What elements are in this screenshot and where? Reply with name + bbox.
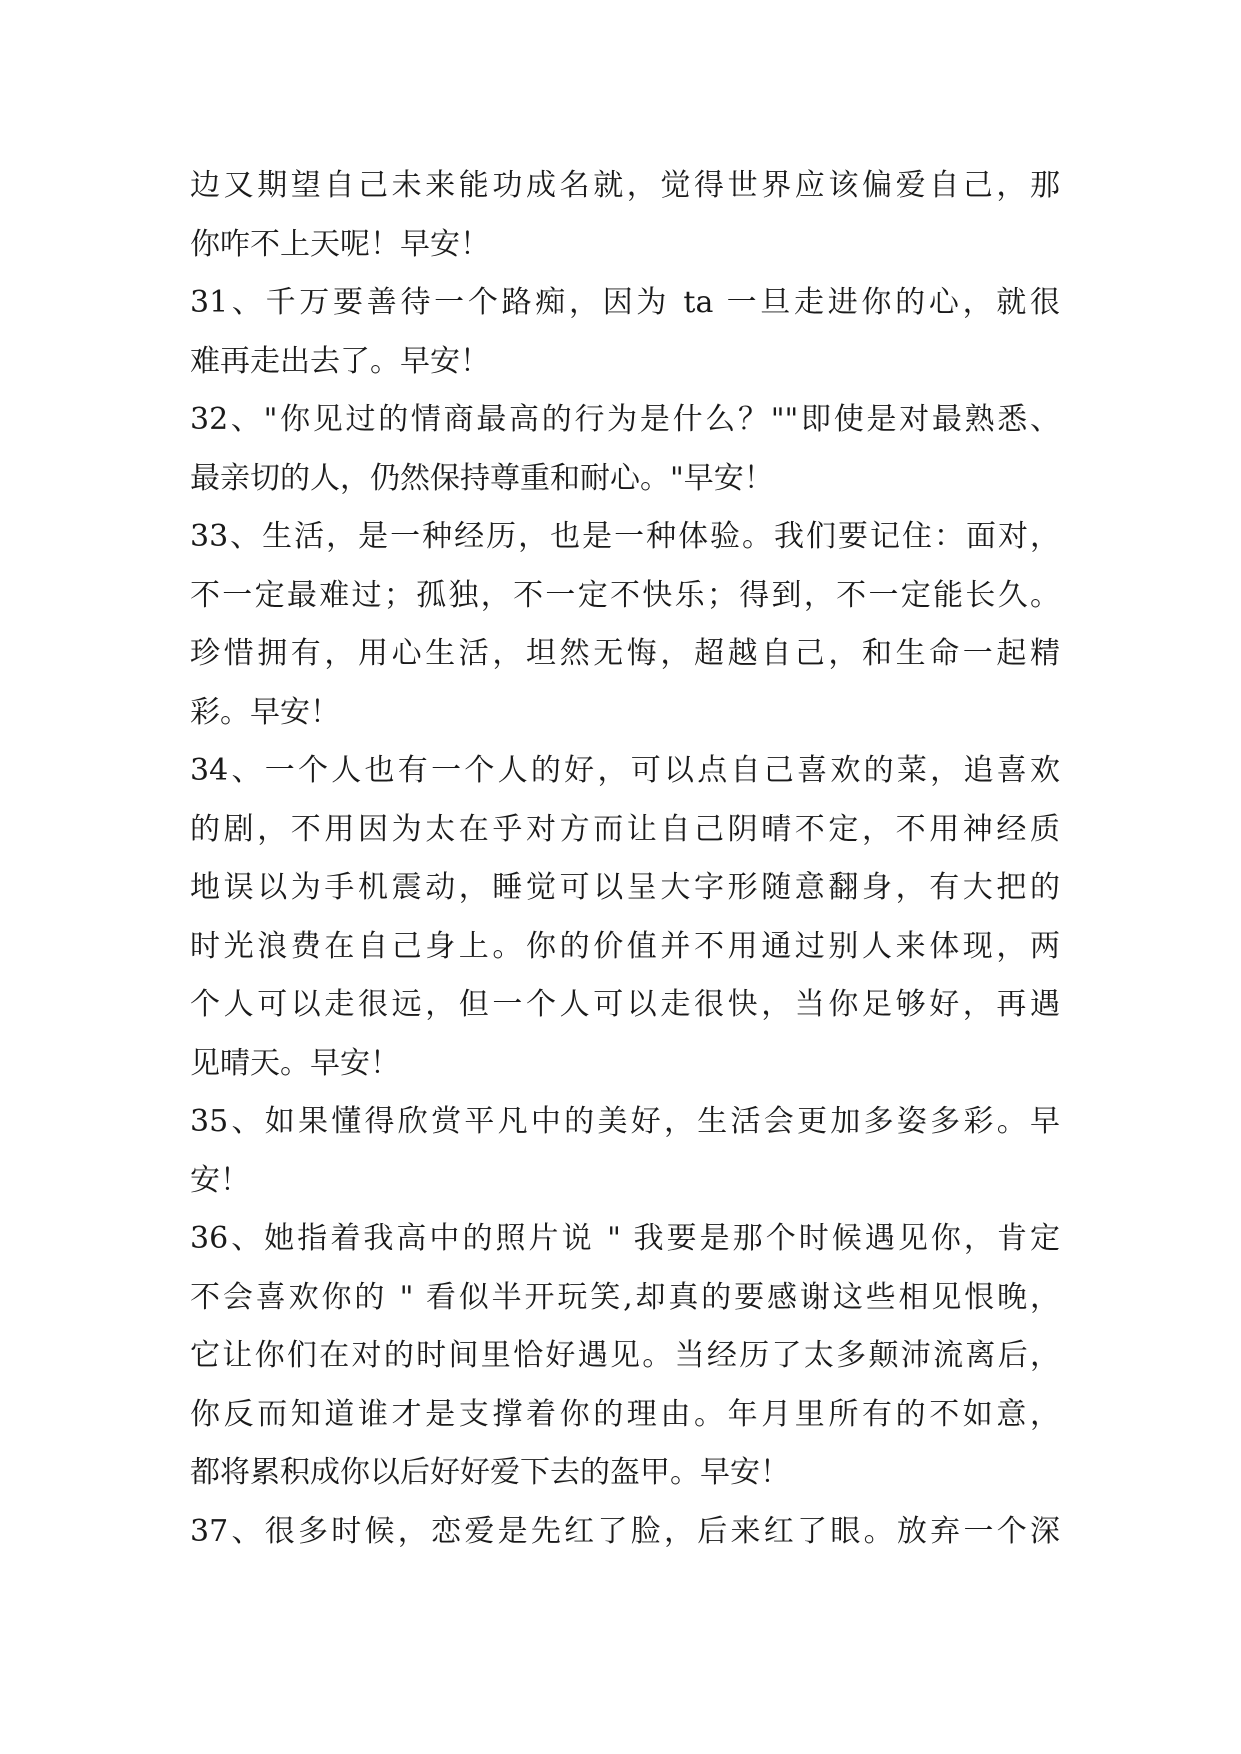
text-line: 36、她指着我高中的照片说 " 我要是那个时候遇见你，肯定 <box>190 1221 1060 1256</box>
text-line: 你反而知道谁才是支撑着你的理由。年月里所有的不如意， <box>190 1396 1060 1432</box>
document-body <box>190 157 1060 1561</box>
text-line: 珍惜拥有，用心生活，坦然无悔，超越自己，和生命一起精 <box>190 636 1060 671</box>
text-line: 你咋不上天呢！早安！ <box>190 226 490 262</box>
text-line: 地误以为手机震动，睡觉可以呈大字形随意翻身，有大把的 <box>190 870 1060 905</box>
text-line: 33、生活，是一种经历，也是一种体验。我们要记住：面对， <box>190 519 1060 554</box>
text-line: 不一定最难过；孤独，不一定不快乐；得到，不一定能长久。 <box>190 577 1060 613</box>
text-line: 个人可以走很远，但一个人可以走很快，当你足够好，再遇 <box>190 987 1060 1022</box>
text-line: 彩。早安！ <box>190 694 340 730</box>
text-line: 34、一个人也有一个人的好，可以点自己喜欢的菜，追喜欢 <box>190 753 1060 788</box>
text-line: 难再走出去了。早安！ <box>190 343 490 379</box>
text-line: 最亲切的人，仍然保持尊重和耐心。"早安！ <box>190 460 774 496</box>
text-line: 它让你们在对的时间里恰好遇见。当经历了太多颠沛流离后， <box>190 1338 1060 1373</box>
text-line: 不会喜欢你的 " 看似半开玩笑,却真的要感谢这些相见恨晚， <box>190 1279 1060 1315</box>
text-line: 时光浪费在自己身上。你的价值并不用通过别人来体现，两 <box>190 928 1060 964</box>
text-line: 见晴天。早安！ <box>190 1045 400 1081</box>
text-line: 安！ <box>190 1162 250 1198</box>
text-line: 31、千万要善待一个路痴，因为 ta 一旦走进你的心，就很 <box>190 285 1060 320</box>
text-line: 37、很多时候，恋爱是先红了脸，后来红了眼。放弃一个深 <box>190 1513 1060 1549</box>
text-line: 35、如果懂得欣赏平凡中的美好，生活会更加多姿多彩。早 <box>190 1104 1060 1139</box>
text-line: 都将累积成你以后好好爱下去的盔甲。早安！ <box>190 1455 790 1490</box>
text-line: 边又期望自己未来能功成名就，觉得世界应该偏爱自己，那 <box>190 168 1060 203</box>
text-line: 的剧，不用因为太在乎对方而让自己阴晴不定，不用神经质 <box>190 811 1060 847</box>
text-line: 32、"你见过的情商最高的行为是什么？""即使是对最熟悉、 <box>190 402 1060 437</box>
